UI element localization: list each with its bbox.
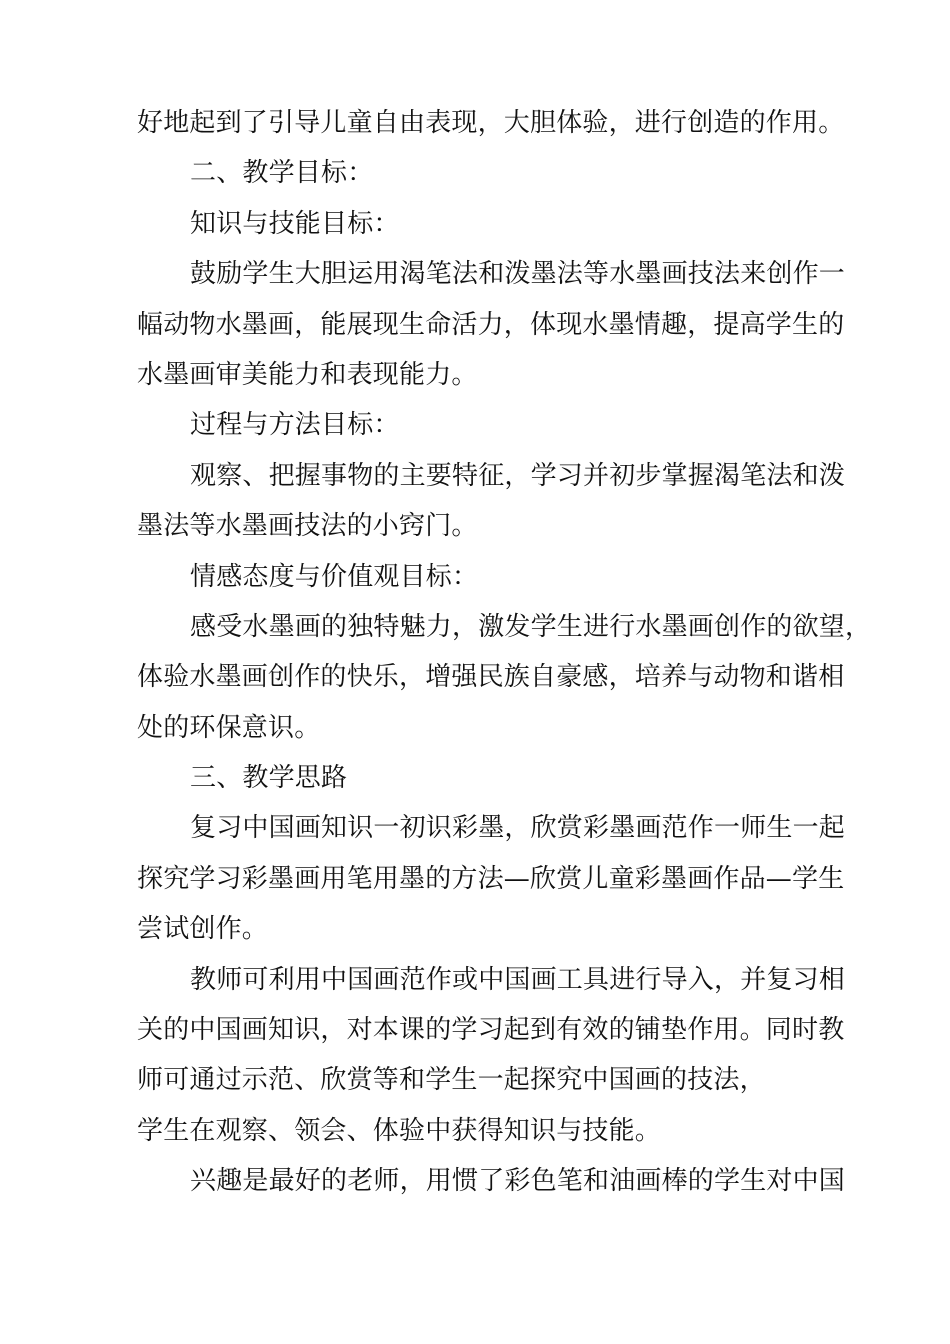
text-line: 幅动物水墨画，能展现生命活力，体现水墨情趣，提高学生的 (137, 309, 845, 340)
text-line: 尝试创作。 (137, 914, 269, 945)
text-line: 观察、把握事物的主要特征，学习并初步掌握渴笔法和泼 (190, 460, 846, 491)
text-line: 体验水墨画创作的快乐，增强民族自豪感，培养与动物和谐相 (137, 662, 845, 693)
subheading: 过程与方法目标： (190, 410, 400, 441)
section-heading: 二、教学目标： (190, 158, 374, 189)
text-line: 探究学习彩墨画用笔用墨的方法—欣赏儿童彩墨画作品—学生 (137, 863, 845, 894)
text-line: 水墨画审美能力和表现能力。 (137, 359, 478, 390)
text-line: 感受水墨画的独特魅力，激发学生进行水墨画创作的欲望， (190, 611, 872, 642)
subheading: 情感态度与价值观目标： (190, 561, 479, 592)
document-body (137, 98, 872, 1207)
text-line: 师可通过示范、欣赏等和学生一起探究中国画的技法， (137, 1065, 766, 1096)
text-line: 兴趣是最好的老师，用惯了彩色笔和油画棒的学生对中国 (190, 1166, 846, 1197)
text-line: 好地起到了引导儿童自由表现，大胆体验，进行创造的作用。 (137, 108, 845, 138)
subheading: 知识与技能目标： (190, 208, 400, 239)
text-line: 墨法等水墨画技法的小窍门。 (137, 511, 478, 542)
text-line: 复习中国画知识一初识彩墨，欣赏彩墨画范作一师生一起 (190, 813, 846, 844)
text-line: 鼓励学生大胆运用渴笔法和泼墨法等水墨画技法来创作一 (190, 259, 846, 290)
section-heading: 三、教学思路 (190, 763, 348, 794)
text-line: 教师可利用中国画范作或中国画工具进行导入，并复习相 (190, 964, 846, 995)
text-line: 处的环保意识。 (137, 712, 321, 743)
text-line: 学生在观察、领会、体验中获得知识与技能。 (137, 1115, 662, 1146)
text-line: 关的中国画知识，对本课的学习起到有效的铺垫作用。同时教 (137, 1015, 845, 1046)
